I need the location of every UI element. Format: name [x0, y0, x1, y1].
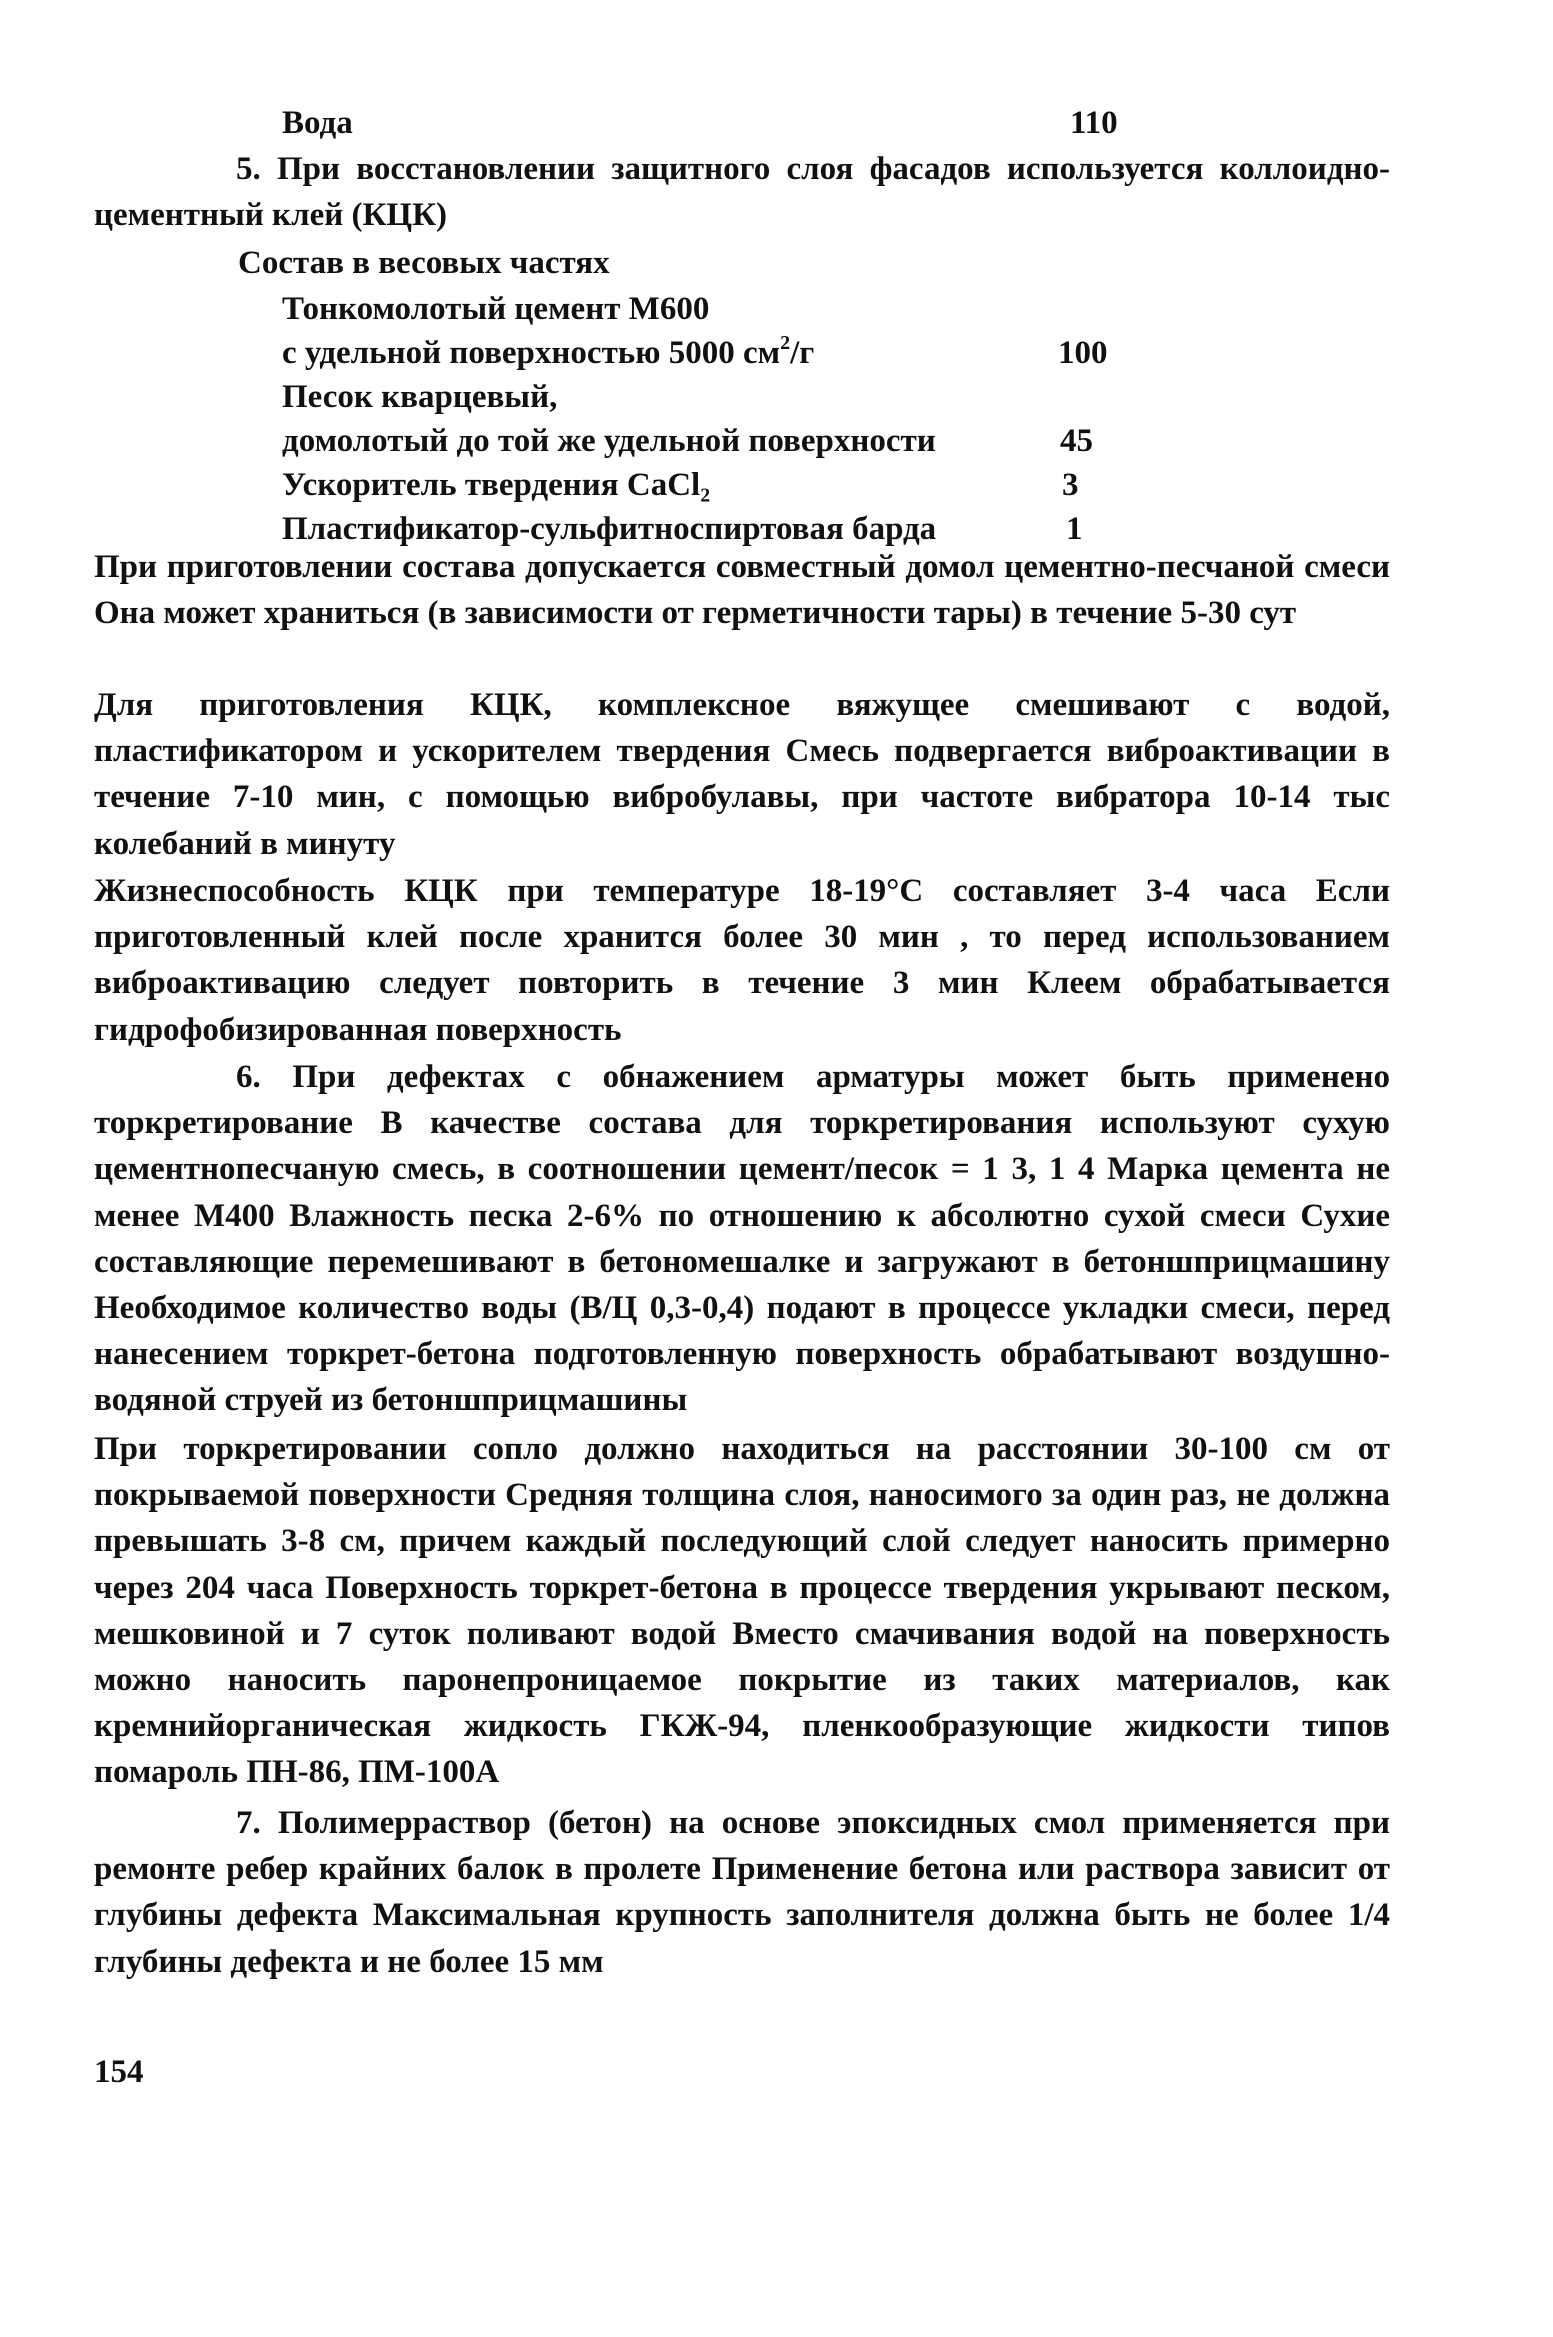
item-5-number: 5. — [236, 151, 261, 187]
composition-row-3-line: Ускоритель твердения CaCl₂ — [282, 467, 711, 503]
composition-row-2-line1: Песок кварцевый, — [282, 379, 558, 415]
composition-row-1-line1: Тонкомолотый цемент М600 — [282, 291, 710, 327]
page-number: 154 — [94, 2054, 144, 2090]
item-7-paragraph — [94, 1800, 1390, 1985]
composition-row-1-unit: /г — [790, 335, 815, 371]
composition-row-2-line2: домолотый до той же удельной поверхности — [282, 423, 936, 459]
paragraph-nozzle-distance: При торкретировании сопло должно находиться на расстоянии 30-100 см от покрываемой поверхности Средняя толщина слоя, наносимого за один раз, не должна превышать 3-8 см, причем каждый последующий слой следует наносить примерно через 204 часа Поверхность торкрет-бетона в процессе твердения укрывают песком, мешковиной и 7 суток поливают водой Вместо смачивания водой на поверхность можно наносить паронепроницаемое покрытие из таких материалов, как кремнийорганическая жидкость ГКЖ-94, пленкообразующие жидкости типов помароль ПН-86, ПМ-100А — [94, 1431, 1390, 1791]
composition-heading: Состав в весовых частях — [238, 245, 610, 281]
composition-row-4-value: 1 — [1066, 511, 1083, 547]
item-5-text: При восстановлении защитного слоя фасадов используется коллоидно-цементный клей (КЦК) — [94, 151, 1391, 234]
composition-row-2-value: 45 — [1060, 423, 1093, 459]
composition-row-1-line2 — [282, 330, 814, 376]
item-6-paragraph — [94, 1054, 1390, 1424]
composition-row-1-superscript: 2 — [780, 332, 791, 354]
item-6-number: 6. — [236, 1059, 261, 1095]
water-label: Вода — [282, 105, 353, 141]
item-6-text: При дефектах с обнажением арматуры может быть применено торкретирование В качестве состава для торкретирования используют сухую цементнопесчаную смесь, в соотношении цемент/песок = 1 3, 1 4 Марка цемента не менее М400 Влажность песка 2-6% по отношению к абсолютно сухой смеси Сухие составляющие перемешивают в бетономешалке и загружают в бетоншприцмашину Необходимое количество воды (В/Ц 0,3-0,4) подают в процессе укладки смеси, перед нанесением торкрет-бетона подготовленную поверхность обрабатывают воздушно-водяной струей из бетоншприцмашины — [94, 1059, 1390, 1419]
item-7-number: 7. — [236, 1805, 261, 1841]
water-value: 110 — [1070, 105, 1118, 141]
composition-row-1-value: 100 — [1058, 335, 1108, 371]
item-7-text: Полимерраствор (бетон) на основе эпоксидных смол применяется при ремонте ребер крайних балок в пролете Применение бетона или раствора зависит от глубины дефекта Максимальная крупность заполнителя должна быть не более 1/4 глубины дефекта и не более 15 мм — [94, 1805, 1390, 1980]
paragraph-kck-preparation: Для приготовления КЦК, комплексное вяжущее смешивают с водой, пластификатором и ускорителем твердения Смесь подвергается виброактивации в течение 7-10 мин, с помощью вибробулавы, при частоте вибратора 10-14 тыс колебаний в минуту — [94, 687, 1390, 862]
paragraph-pot-life: Жизнеспособность КЦК при температуре 18-19°С составляет 3-4 часа Если приготовленный клей после хранится более 30 мин , то перед использованием виброактивацию следует повторить в течение 3 мин Клеем обрабатывается гидрофобизированная поверхность — [94, 873, 1390, 1048]
paragraph-premix: При приготовлении состава допускается совместный домол цементно-песчаной смеси Она может храниться (в зависимости от герметичности тары) в течение 5-30 сут — [94, 549, 1390, 632]
composition-row-1-line2-text: с удельной поверхностью 5000 см — [282, 335, 781, 371]
item-5-paragraph — [94, 146, 1390, 238]
composition-row-3-value: 3 — [1062, 467, 1079, 503]
composition-row-4-line: Пластификатор-сульфитноспиртовая барда — [282, 511, 937, 547]
